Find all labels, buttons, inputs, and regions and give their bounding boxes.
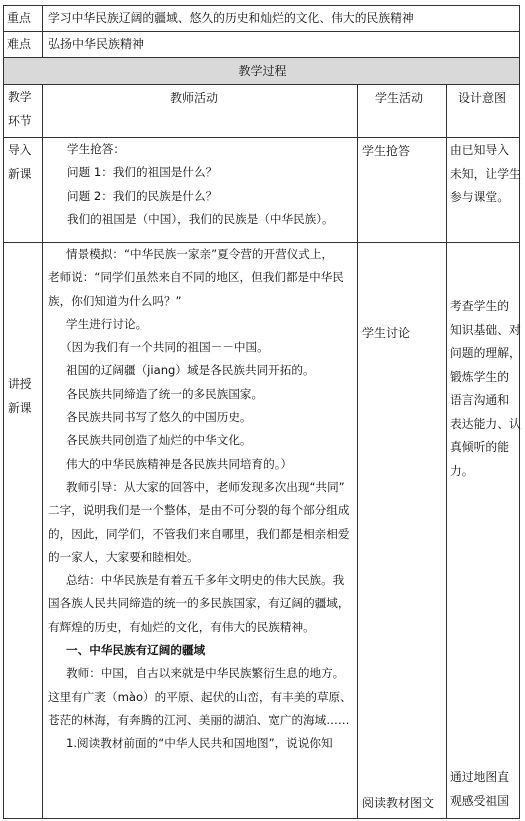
col-header-design: 设计意图 xyxy=(458,91,507,105)
design-intent-map: 通过地图直 观感受祖国 xyxy=(450,770,509,808)
design-intent-intro: 由已知导入 未知，让学生 参与课堂。 xyxy=(450,143,521,204)
table-border-top xyxy=(3,5,520,6)
teacher-activity-intro: 学生抢答： 问题 1：我们的祖国是什么？ 问题 2：我们的民族是什么？ 我们的祖国是（中国），我们的民族是（中华民族）。 xyxy=(67,142,334,226)
teacher-col-divider xyxy=(357,84,358,818)
table-border-left xyxy=(3,5,4,818)
header-label-difficulty: 难点 xyxy=(7,37,32,51)
section-heading-territory: 一、中华民族有辽阔的疆域 xyxy=(66,643,206,658)
header-content-difficulty: 弘扬中华民族精神 xyxy=(48,37,145,51)
student-col-divider xyxy=(446,84,447,818)
stage-lecture: 讲授 新课 xyxy=(8,377,32,415)
row-divider xyxy=(3,31,520,32)
student-activity-read: 阅读教材图文 xyxy=(362,796,435,810)
stage-col-divider xyxy=(42,84,43,818)
header-content-key-points: 学习中华民族辽阔的疆域、悠久的历史和灿烂的文化、伟大的民族精神 xyxy=(48,11,414,25)
student-activity-discussion: 学生讨论 xyxy=(362,326,411,340)
col-header-teacher: 教师活动 xyxy=(170,91,219,105)
stage-intro: 导入 新课 xyxy=(8,143,32,181)
section-title: 教学过程 xyxy=(238,64,287,78)
design-intent-lecture: 考查学生的 知识基础、对 问题的理解， 锻炼学生的 语言沟通和 表达能力、认 真倾听的能 力。 xyxy=(450,299,521,478)
table-border-bottom xyxy=(3,818,520,819)
teacher-activity-lecture: 情景模拟：“中华民族一家亲”夏令营的开营仪式上， 老师说：“同学们虽然来自不同的地区，但我们都是中华民 族，你们知道为什么吗？” 学生进行讨论。 （因为我们有一个共同的祖国－－中国。 祖国的辽阔疆（jiang）域是各民族共同开拓的。 各民族共同缔造了统一的多民族国家。 各民族共同书写了悠久的中国历史。 各民族共同创造了灿烂的中华文化。 伟大的中华民族精神是各民族共同培育的。） 教师引导：从大家的回答中，老师发现多次出现“共同” 二字，说明我们是一个整体，是由不可分裂的每个部分组成 的，因此，同学们，不管我们来自哪里，我们都是相亲相爱 的一家人，大家要和睦相处。 总结：中华民族是有着五千多年文明史的伟大民族。我 国各族人民共同缔造的统一的多民族国家，有辽阔的疆域， 有辉煌的历史，有灿烂的文化，有伟大的民族精神。 一、中华民族有辽阔的疆域 教师：中国，自古以来就是中华民族繁衍生息的地方。 这里有广袤（mào）的平原、起伏的山峦，有丰美的草原、 苍茫的林海，有奔腾的江河、美丽的湖泊、宽广的海域…… 1.阅读教材前面的“中华人民共和国地图”，说说你知 xyxy=(48,247,352,751)
row-divider xyxy=(3,84,520,85)
col-header-student: 学生活动 xyxy=(375,91,424,105)
header-label-key-points: 重点 xyxy=(7,11,32,25)
student-activity-intro: 学生抢答 xyxy=(362,144,411,158)
label-col-divider xyxy=(42,5,43,57)
col-header-stage: 教学 环节 xyxy=(8,90,32,128)
